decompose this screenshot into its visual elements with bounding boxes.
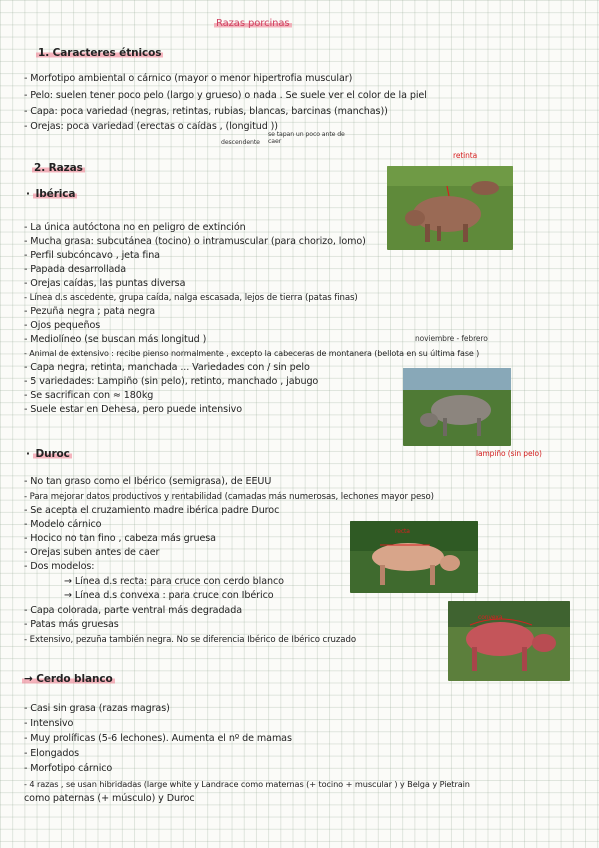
text-line: - Hocico no tan fino , cabeza más gruesa: [24, 533, 216, 544]
text-line: como paternas (+ músculo) y Duroc: [24, 793, 195, 804]
text-line: - Casi sin grasa (razas magras): [24, 703, 170, 714]
text-line: - Perfil subcóncavo , jeta fina: [24, 250, 160, 261]
text-line: - Muy prolíficas (5-6 lechones). Aumenta el nº de mamas: [24, 733, 292, 744]
breed-heading-duroc: · Duroc: [26, 448, 70, 460]
text-line: - 4 razas , se usan hibridadas (large white y Landrace como maternas (+ tocino + muscular ) y Belga y Pietrain: [24, 779, 470, 789]
text-line: - Dos modelos:: [24, 561, 95, 572]
section-heading-razas: 2. Razas: [34, 162, 83, 174]
photo-label-recta: recta: [395, 528, 410, 535]
text-line: - 5 variedades: Lampiño (sin pelo), retinto, manchado , jabugo: [24, 376, 319, 387]
text-line: - Capa: poca variedad (negras, retintas, rubias, blancas, barcinas (manchas)): [24, 106, 388, 117]
text-line: - Suele estar en Dehesa, pero puede intensivo: [24, 404, 242, 415]
text-line: - Capa colorada, parte ventral más degradada: [24, 605, 242, 616]
text-line: - Mediolíneo (se buscan más longitud ): [24, 334, 207, 345]
text-line: - Papada desarrollada: [24, 264, 127, 275]
text-line: - Morfotipo cárnico: [24, 763, 113, 774]
photo-label-convexa: convexa: [478, 614, 503, 621]
text-line: - Orejas caídas, las puntas diversa: [24, 278, 186, 289]
text-line: - No tan graso como el Ibérico (semigrasa), de EEUU: [24, 476, 272, 487]
text-line: - Extensivo, pezuña también negra. No se diferencia Ibérico de Ibérico cruzado: [24, 635, 356, 645]
text-line: - Morfotipo ambiental o cárnico (mayor o menor hipertrofia muscular): [24, 73, 353, 84]
annotation-descendente: descendente: [221, 139, 260, 146]
section-heading-caracteres: 1. Caracteres étnicos: [38, 47, 162, 59]
text-line: - Mucha grasa: subcutánea (tocino) o intramuscular (para chorizo, lomo): [24, 236, 366, 247]
text-line: - Para mejorar datos productivos y rentabilidad (camadas más numerosas, lechones mayor peso): [24, 492, 434, 502]
text-line: - Pelo: suelen tener poco pelo (largo y grueso) o nada . Se suele ver el color de la piel: [24, 90, 427, 101]
photo-iberica-retinta: [387, 166, 513, 250]
text-line: - Orejas: poca variedad (erectas o caídas , (longitud )): [24, 121, 278, 132]
text-line: - Modelo cárnico: [24, 519, 102, 530]
text-line: - Se sacrifican con ≈ 180kg: [24, 390, 154, 401]
photo-duroc-recta: [350, 521, 478, 593]
text-line: - Se acepta el cruzamiento madre ibérica padre Duroc: [24, 505, 280, 516]
photo-duroc-convexa: [448, 601, 570, 681]
text-line: - La única autóctona no en peligro de extinción: [24, 222, 246, 233]
text-line: - Animal de extensivo : recibe pienso normalmente , excepto la cabeceras de montanera (bellota en su última fase ): [24, 349, 480, 358]
text-line: - Intensivo: [24, 718, 74, 729]
breed-heading-cerdo-blanco: → Cerdo blanco: [24, 673, 113, 685]
text-line: - Capa negra, retinta, manchada ... Variedades con / sin pelo: [24, 362, 310, 373]
text-line: - Patas más gruesas: [24, 619, 119, 630]
photo-label-retinta: retinta: [453, 151, 478, 160]
annotation-noviembre: noviembre - febrero: [415, 334, 488, 343]
breed-heading-iberica: · Ibérica: [26, 188, 76, 200]
text-line: → Línea d.s recta: para cruce con cerdo blanco: [64, 576, 284, 587]
annotation-tapan: se tapan un poco ante de caer: [268, 131, 345, 145]
text-line: - Elongados: [24, 748, 80, 759]
photo-label-lampino: lampiño (sin pelo): [476, 449, 542, 458]
text-line: - Ojos pequeños: [24, 320, 101, 331]
photo-iberica-lampino: [403, 368, 511, 446]
text-line: - Pezuña negra ; pata negra: [24, 306, 156, 317]
text-line: → Línea d.s convexa : para cruce con Ibérico: [64, 590, 274, 601]
text-line: - Orejas suben antes de caer: [24, 547, 160, 558]
page-title: Razas porcinas: [216, 18, 290, 29]
text-line: - Línea d.s ascedente, grupa caída, nalga escasada, lejos de tierra (patas finas): [24, 293, 358, 303]
